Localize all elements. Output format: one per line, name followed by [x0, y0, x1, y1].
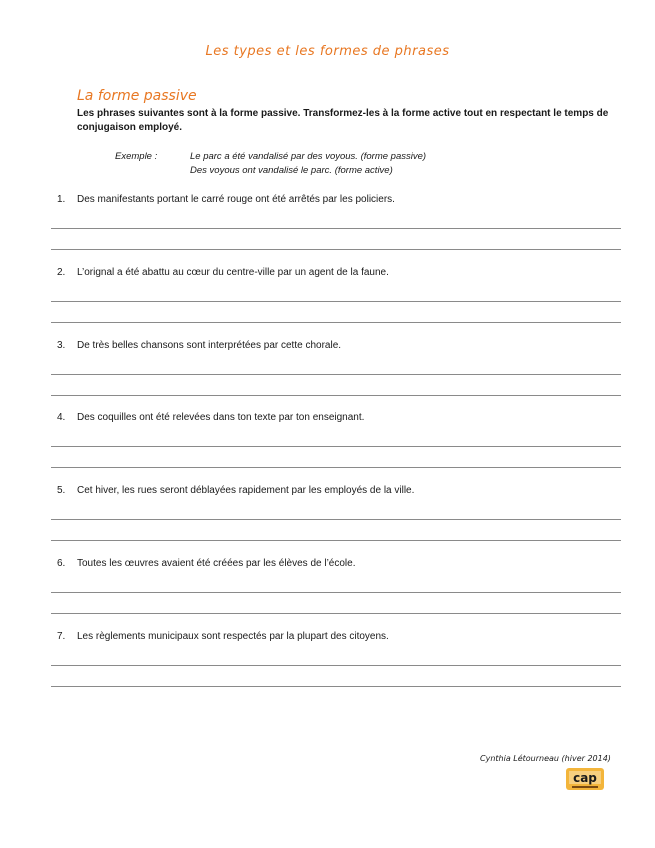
answer-line[interactable]	[51, 374, 621, 375]
answer-line[interactable]	[51, 665, 621, 666]
question-number: 2.	[57, 267, 66, 278]
answer-line[interactable]	[51, 301, 621, 302]
answer-line[interactable]	[51, 467, 621, 468]
answer-line[interactable]	[51, 249, 621, 250]
answer-line[interactable]	[51, 395, 621, 396]
question-number: 7.	[57, 631, 66, 642]
answer-line[interactable]	[51, 228, 621, 229]
question-text: Des coquilles ont été relevées dans ton texte par ton enseignant.	[77, 412, 365, 423]
question-number: 1.	[57, 194, 66, 205]
example-active: Des voyous ont vandalisé le parc. (forme active)	[190, 165, 393, 176]
question-text: Toutes les œuvres avaient été créées par les élèves de l’école.	[77, 558, 356, 569]
question-number: 4.	[57, 412, 66, 423]
question-number: 5.	[57, 485, 66, 496]
answer-line[interactable]	[51, 322, 621, 323]
example-passive: Le parc a été vandalisé par des voyous. (forme passive)	[190, 151, 427, 162]
answer-line[interactable]	[51, 519, 621, 520]
question-text: Les règlements municipaux sont respectés par la plupart des citoyens.	[77, 631, 389, 642]
question-text: De très belles chansons sont interprétées par cette chorale.	[77, 340, 342, 351]
question-number: 6.	[57, 558, 66, 569]
question-text: L’orignal a été abattu au cœur du centre-ville par un agent de la faune.	[77, 267, 389, 278]
cap-logo-icon	[566, 766, 606, 792]
section-title: La forme passive	[77, 88, 197, 104]
example-label: Exemple :	[115, 151, 158, 162]
question-text: Cet hiver, les rues seront déblayées rapidement par les employés de la ville.	[77, 485, 415, 496]
question-text: Des manifestants portant le carré rouge ont été arrêtés par les policiers.	[77, 194, 395, 205]
question-number: 3.	[57, 340, 66, 351]
logo-text: cap	[573, 771, 597, 785]
instructions: Les phrases suivantes sont à la forme passive. Transformez-les à la forme active tout en respectant le temps de conjugaison employé.	[77, 108, 609, 133]
answer-line[interactable]	[51, 540, 621, 541]
answer-line[interactable]	[51, 686, 621, 687]
author-signature: Cynthia Létourneau (hiver 2014)	[480, 754, 611, 763]
answer-line[interactable]	[51, 446, 621, 447]
answer-line[interactable]	[51, 592, 621, 593]
answer-line[interactable]	[51, 613, 621, 614]
page-title: Les types et les formes de phrases	[205, 44, 450, 59]
